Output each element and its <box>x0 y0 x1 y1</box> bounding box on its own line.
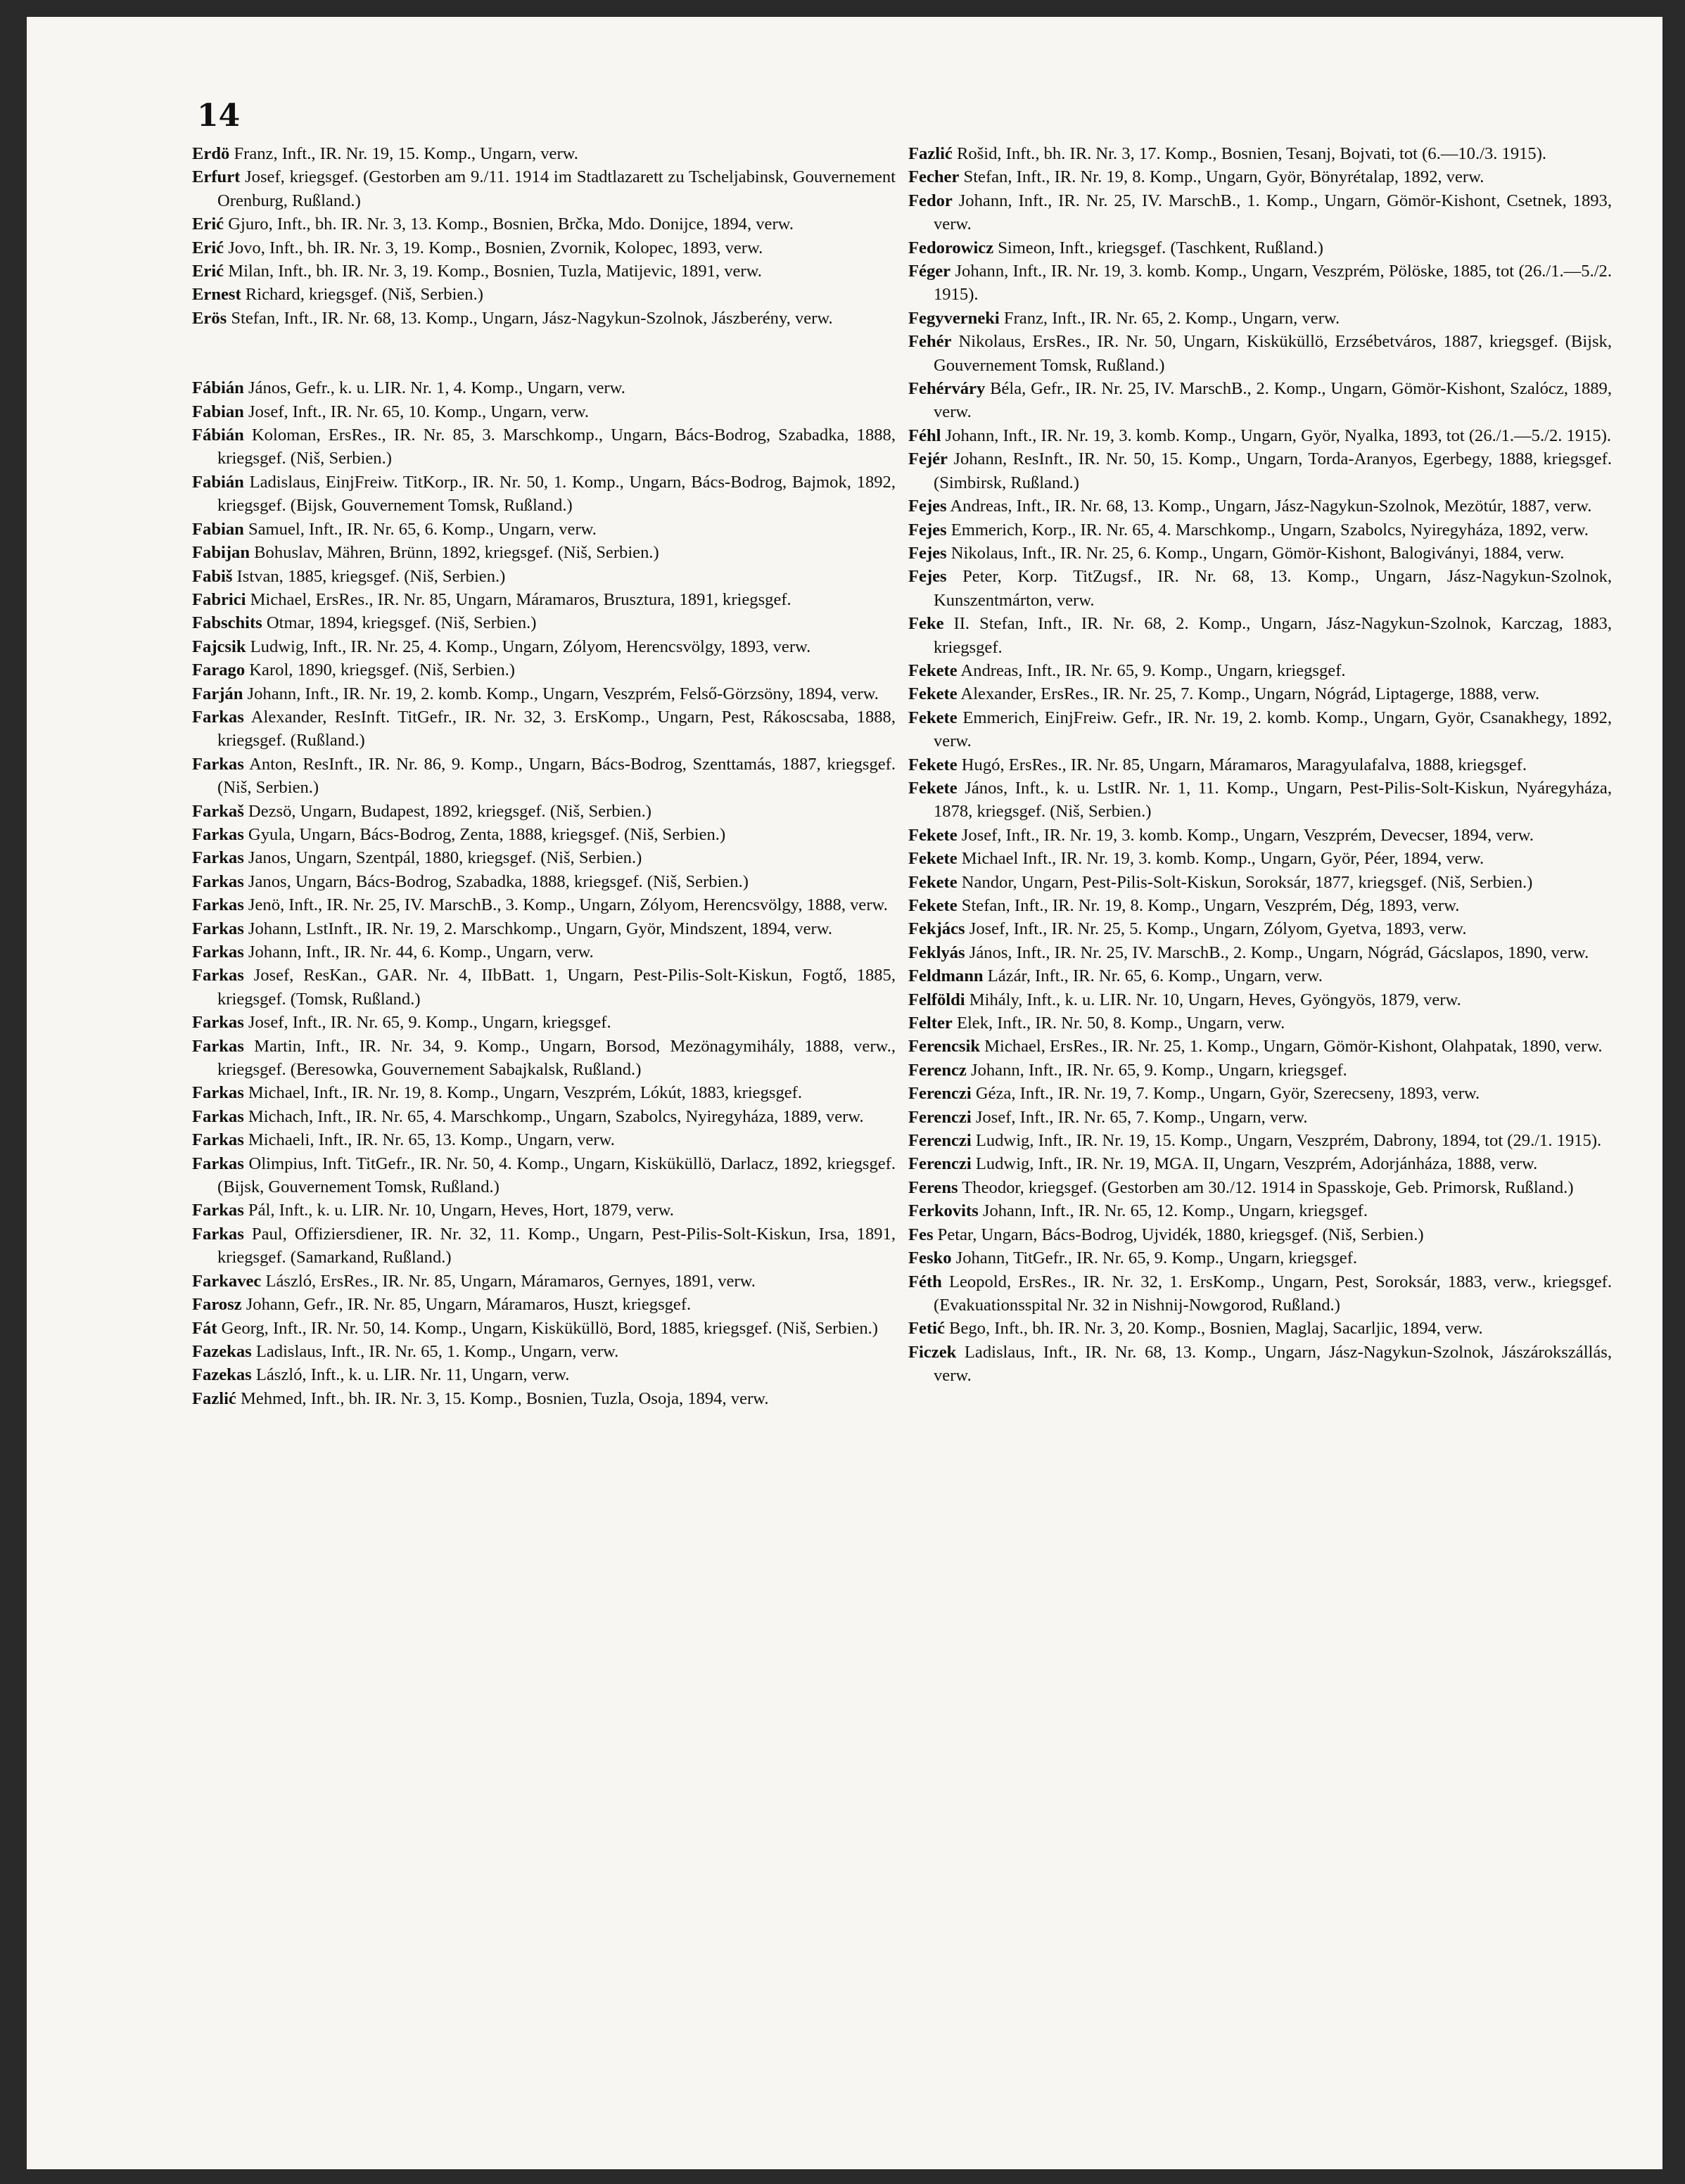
entry-surname: Fabschits <box>192 613 262 633</box>
entry-surname: Farkas <box>192 1083 244 1103</box>
list-entry <box>908 1246 1612 1270</box>
entry-details: Ladislaus, Inft., IR. Nr. 68, 13. Komp., Ungarn, Jász-Nagykun-Szolnok, Jászárokszállás, verw. <box>934 1342 1612 1386</box>
entry-surname: Fekete <box>908 896 958 915</box>
entry-details: Johann, Inft., IR. Nr. 65, 12. Komp., Ungarn, kriegsgef. <box>978 1201 1368 1221</box>
entry-surname: Fát <box>192 1318 217 1338</box>
entry-details: Johann, Gefr., IR. Nr. 85, Ungarn, Máramaros, Huszt, kriegsgef. <box>241 1295 692 1315</box>
entry-surname: Farkas <box>192 1036 244 1056</box>
entry-details: Josef, Inft., IR. Nr. 19, 3. komb. Komp., Ungarn, Veszprém, Devecser, 1894, verw. <box>957 825 1534 845</box>
entry-surname: Ferkovits <box>908 1201 979 1221</box>
list-entry <box>192 658 896 682</box>
list-entry <box>192 541 896 564</box>
entry-details: Ladislaus, EinjFreiw. TitKorp., IR. Nr. 50, 1. Komp., Ungarn, Bács-Bodrog, Bajmok, 1892, kriegsgef. (Bijsk, Gouvernement Tomsk, Rußland.) <box>217 472 896 516</box>
entry-surname: Fehérváry <box>908 379 986 399</box>
list-entry <box>192 283 896 306</box>
entry-details: Paul, Offiziersdiener, IR. Nr. 32, 11. Komp., Ungarn, Pest-Pilis-Solt-Kiskun, Irsa, 1891, kriegsgef. (Samarkand, Rußland.) <box>217 1224 896 1267</box>
entry-surname: Fetić <box>908 1319 945 1339</box>
entry-details: Johann, LstInft., IR. Nr. 19, 2. Marschkomp., Ungarn, Györ, Mindszent, 1894, verw. <box>243 919 833 938</box>
list-entry <box>192 471 896 518</box>
list-entry <box>192 705 896 753</box>
entry-surname: Fekete <box>908 825 958 845</box>
list-entry <box>192 565 896 588</box>
entry-surname: Ferenczi <box>908 1131 972 1151</box>
entry-surname: Farkas <box>192 707 244 727</box>
entry-details: Olimpius, Inft. TitGefr., IR. Nr. 50, 4. Komp., Ungarn, Kisküküllö, Darlacz, 1892, kriegsgef. (Bijsk, Gouvernement Tomsk, Rußland.) <box>217 1154 896 1197</box>
list-entry <box>908 1270 1612 1317</box>
entry-details: Josef, Inft., IR. Nr. 65, 7. Komp., Ungarn, verw. <box>971 1107 1308 1127</box>
entry-surname: Fegyverneki <box>908 308 1000 328</box>
entry-surname: Farkas <box>192 1106 244 1126</box>
entry-details: Nandor, Ungarn, Pest-Pilis-Solt-Kiskun, Soroksár, 1877, kriegsgef. (Niš, Serbien.) <box>957 872 1533 892</box>
entry-details: Michael, Inft., IR. Nr. 19, 8. Komp., Ungarn, Veszprém, Lókút, 1883, kriegsgef. <box>243 1083 803 1103</box>
entry-surname: Fekete <box>908 778 958 798</box>
entry-surname: Féhl <box>908 426 941 445</box>
list-entry <box>192 1270 896 1293</box>
list-entry <box>908 518 1612 542</box>
entry-details: Josef, Inft., IR. Nr. 65, 9. Komp., Ungarn, kriegsgef. <box>243 1013 611 1033</box>
entry-details: Emmerich, EinjFreiw. Gefr., IR. Nr. 19, 2. komb. Komp., Ungarn, Györ, Csanakhegy, 1892, verw. <box>934 708 1612 751</box>
list-entry <box>908 542 1612 565</box>
entry-details: Michach, Inft., IR. Nr. 65, 4. Marschkomp., Ungarn, Szabolcs, Nyiregyháza, 1889, verw. <box>243 1106 864 1126</box>
entry-details: Bego, Inft., bh. IR. Nr. 3, 20. Komp., Bosnien, Maglaj, Sacarljic, 1894, verw. <box>944 1319 1483 1339</box>
list-entry <box>908 189 1612 236</box>
list-entry <box>908 964 1612 988</box>
entry-details: Géza, Inft., IR. Nr. 19, 7. Komp., Ungarn, Györ, Szerecseny, 1893, verw. <box>971 1084 1480 1104</box>
entry-details: János, Gefr., k. u. LIR. Nr. 1, 4. Komp., Ungarn, verw. <box>243 378 625 398</box>
list-entry <box>192 1105 896 1128</box>
list-entry <box>192 212 896 236</box>
list-entry <box>908 236 1612 260</box>
entry-surname: Ferenczi <box>908 1084 972 1104</box>
entry-surname: Fábián <box>192 378 244 398</box>
list-entry <box>908 1341 1612 1388</box>
entry-details: Nikolaus, ErsRes., IR. Nr. 50, Ungarn, Kisküküllö, Erzsébetváros, 1887, kriegsgef. (Bijsk, Gouvernement Tomsk, Rußland.) <box>934 332 1612 375</box>
entry-surname: Fazekas <box>192 1365 252 1385</box>
entry-surname: Feke <box>908 614 944 634</box>
entry-surname: Fekjács <box>908 919 965 939</box>
entry-surname: Ernest <box>192 285 241 305</box>
entry-surname: Féth <box>908 1272 942 1291</box>
entry-details: Stefan, Inft., IR. Nr. 19, 8. Komp., Ungarn, Györ, Bönyrétalap, 1892, verw. <box>959 167 1484 187</box>
entry-details: János, Inft., k. u. LstIR. Nr. 1, 11. Komp., Ungarn, Pest-Pilis-Solt-Kiskun, Nyáregyháza, 1878, kriegsgef. (Niš, Serbien.) <box>934 778 1612 822</box>
entry-details: Stefan, Inft., IR. Nr. 19, 8. Komp., Ungarn, Veszprém, Dég, 1893, verw. <box>957 896 1460 915</box>
list-entry <box>908 424 1612 447</box>
entry-surname: Farkas <box>192 919 244 938</box>
entry-surname: Fazekas <box>192 1341 252 1361</box>
entry-surname: Fejes <box>908 497 947 516</box>
list-entry <box>908 330 1612 377</box>
entry-details: Janos, Ungarn, Bács-Bodrog, Szabadka, 1888, kriegsgef. (Niš, Serbien.) <box>243 871 749 891</box>
entry-details: Johann, Inft., IR. Nr. 44, 6. Komp., Ungarn, verw. <box>243 943 594 962</box>
entry-surname: Felföldi <box>908 990 965 1009</box>
entry-surname: Fehér <box>908 332 952 352</box>
list-entry <box>908 894 1612 917</box>
list-entry <box>192 588 896 611</box>
list-entry <box>908 1152 1612 1175</box>
entry-surname: Fesko <box>908 1249 952 1268</box>
list-entry <box>908 682 1612 705</box>
entry-surname: Farkas <box>192 966 244 985</box>
entry-details: Ludwig, Inft., IR. Nr. 19, MGA. II, Ungarn, Veszprém, Adorjánháza, 1888, verw. <box>971 1154 1538 1174</box>
entry-details: Mihály, Inft., k. u. LIR. Nr. 10, Ungarn, Heves, Gyöngyös, 1879, verw. <box>965 990 1461 1009</box>
entry-details: Emmerich, Korp., IR. Nr. 65, 4. Marschkomp., Ungarn, Szabolcs, Nyiregyháza, 1892, verw. <box>946 520 1589 539</box>
entry-surname: Fejér <box>908 449 948 469</box>
right-column <box>908 142 1612 1388</box>
entry-surname: Fekete <box>908 849 958 869</box>
list-entry <box>908 165 1612 189</box>
document-page <box>27 17 1662 2169</box>
entry-surname: Farján <box>192 684 243 703</box>
entry-details: Josef, Inft., IR. Nr. 25, 5. Komp., Ungarn, Zólyom, Gyetva, 1893, verw. <box>965 919 1467 939</box>
entry-surname: Fekete <box>908 660 958 680</box>
entry-details: Pál, Inft., k. u. LIR. Nr. 10, Ungarn, Heves, Hort, 1879, verw. <box>243 1201 674 1220</box>
entry-details: János, Inft., IR. Nr. 25, IV. MarschB., 2. Komp., Ungarn, Nógrád, Gácslapos, 1890, verw. <box>965 943 1589 962</box>
entry-details: Johann, Inft., IR. Nr. 19, 3. komb. Komp., Ungarn, Györ, Nyalka, 1893, tot (26./1.—5./2. 1915). <box>941 426 1612 445</box>
list-entry <box>192 870 896 893</box>
entry-surname: Farago <box>192 660 246 680</box>
entry-surname: Fábián <box>192 426 244 445</box>
entry-details: Josef, Inft., IR. Nr. 65, 10. Komp., Ungarn, verw. <box>243 402 590 421</box>
entry-details: Simeon, Inft., kriegsgef. (Taschkent, Rußland.) <box>993 238 1323 257</box>
list-entry <box>908 847 1612 870</box>
entry-details: Gyula, Ungarn, Bács-Bodrog, Zenta, 1888, kriegsgef. (Niš, Serbien.) <box>243 824 726 844</box>
list-entry <box>192 236 896 260</box>
list-entry <box>192 800 896 823</box>
list-entry <box>192 1387 896 1410</box>
entry-surname: Fabrici <box>192 589 246 609</box>
list-entry <box>908 941 1612 964</box>
list-entry <box>192 846 896 869</box>
entry-details: Josef, kriegsgef. (Gestorben am 9./11. 1914 im Stadtlazarett zu Tscheljabinsk, Gouvernement Orenburg, Rußland.) <box>217 167 896 210</box>
entry-surname: Fekete <box>908 708 958 727</box>
entry-surname: Farkas <box>192 1201 244 1220</box>
entry-details: Johann, Inft., IR. Nr. 65, 9. Komp., Ungarn, kriegsgef. <box>966 1060 1347 1080</box>
list-entry <box>908 447 1612 494</box>
list-entry <box>908 659 1612 682</box>
entry-details: Peter, Korp. TitZugsf., IR. Nr. 68, 13. Komp., Ungarn, Jász-Nagykun-Szolnok, Kunszentmárton, verw. <box>934 567 1612 610</box>
list-entry <box>908 1082 1612 1105</box>
list-entry <box>908 1199 1612 1222</box>
list-entry <box>192 165 896 212</box>
entry-details: Michaeli, Inft., IR. Nr. 65, 13. Komp., Ungarn, verw. <box>243 1130 615 1150</box>
entry-details: Dezsö, Ungarn, Budapest, 1892, kriegsgef. (Niš, Serbien.) <box>243 801 651 821</box>
entry-surname: Farkas <box>192 754 244 774</box>
entry-details: Lázár, Inft., IR. Nr. 65, 6. Komp., Ungarn, verw. <box>983 966 1323 986</box>
entry-surname: Erić <box>192 238 224 257</box>
entry-surname: Fejes <box>908 543 947 563</box>
entry-surname: Erić <box>192 215 224 234</box>
list-entry <box>908 260 1612 307</box>
entry-surname: Féger <box>908 262 951 281</box>
list-entry <box>192 1128 896 1151</box>
list-entry <box>908 988 1612 1011</box>
list-entry <box>192 1293 896 1316</box>
entry-surname: Fajcsik <box>192 637 246 656</box>
list-entry <box>192 260 896 283</box>
entry-surname: Erić <box>192 262 224 281</box>
list-entry <box>908 753 1612 777</box>
list-entry <box>908 917 1612 940</box>
entry-surname: Fekete <box>908 872 958 892</box>
entry-details: Mehmed, Inft., bh. IR. Nr. 3, 15. Komp., Bosnien, Tuzla, Osoja, 1894, verw. <box>236 1388 769 1408</box>
entry-details: II. Stefan, Inft., IR. Nr. 68, 2. Komp., Ungarn, Jász-Nagykun-Szolnok, Karczag, 1883, kriegsgef. <box>934 614 1612 657</box>
list-entry <box>192 307 896 330</box>
list-entry <box>908 1317 1612 1340</box>
entry-surname: Farkas <box>192 824 244 844</box>
entry-surname: Erdö <box>192 144 230 163</box>
entry-surname: Ferens <box>908 1177 958 1197</box>
list-entry <box>192 1011 896 1034</box>
list-entry <box>192 917 896 940</box>
page-number: 14 <box>197 98 241 134</box>
entry-details: Michael, ErsRes., IR. Nr. 85, Ungarn, Máramaros, Brusztura, 1891, kriegsgef. <box>246 589 791 609</box>
entry-surname: Fedor <box>908 191 953 210</box>
entry-details: Georg, Inft., IR. Nr. 50, 14. Komp., Ungarn, Kisküküllö, Bord, 1885, kriegsgef. (Niš, Serbien.) <box>217 1318 878 1338</box>
entry-details: Martin, Inft., IR. Nr. 34, 9. Komp., Ungarn, Borsod, Mezönagymihály, 1888, verw., kriegsgef. (Beresowka, Gouvernement Sabajkalsk, Rußland.) <box>217 1036 896 1080</box>
entry-details: Johann, TitGefr., IR. Nr. 65, 9. Komp., Ungarn, kriegsgef. <box>951 1249 1358 1268</box>
list-entry <box>192 611 896 634</box>
list-entry <box>192 682 896 705</box>
entry-details: Michael Inft., IR. Nr. 19, 3. komb. Komp., Ungarn, Györ, Péer, 1894, verw. <box>957 849 1484 869</box>
entry-surname: Feldmann <box>908 966 984 986</box>
entry-surname: Farkas <box>192 848 244 868</box>
entry-details: Josef, ResKan., GAR. Nr. 4, IIbBatt. 1, Ungarn, Pest-Pilis-Solt-Kiskun, Fogtő, 1885, kriegsgef. (Tomsk, Rußland.) <box>217 966 896 1009</box>
entry-details: Jovo, Inft., bh. IR. Nr. 3, 19. Komp., Bosnien, Zvornik, Kolopec, 1893, verw. <box>224 238 763 257</box>
list-entry <box>192 940 896 964</box>
entry-details: Istvan, 1885, kriegsgef. (Niš, Serbien.) <box>232 566 506 586</box>
entry-details: Andreas, Inft., IR. Nr. 65, 9. Komp., Ungarn, kriegsgef. <box>957 660 1346 680</box>
entry-details: Johann, Inft., IR. Nr. 25, IV. MarschB., 1. Komp., Ungarn, Gömör-Kishont, Csetnek, 1893, verw. <box>934 191 1612 234</box>
list-entry <box>908 871 1612 894</box>
entry-surname: Fabiš <box>192 566 233 586</box>
entry-surname: Erfurt <box>192 167 241 187</box>
list-entry <box>192 1317 896 1340</box>
list-entry <box>192 1340 896 1363</box>
entry-details: Gjuro, Inft., bh. IR. Nr. 3, 13. Komp., Bosnien, Brčka, Mdo. Donijce, 1894, verw. <box>224 215 794 234</box>
entry-details: Janos, Ungarn, Szentpál, 1880, kriegsgef. (Niš, Serbien.) <box>243 848 642 868</box>
section-spacer <box>192 330 896 376</box>
entry-surname: Fazlić <box>192 1388 236 1408</box>
entry-details: Johann, Inft., IR. Nr. 19, 3. komb. Komp., Ungarn, Veszprém, Pölöske, 1885, tot (26./1.—5./2. 1915). <box>934 262 1612 305</box>
entry-surname: Farkavec <box>192 1271 262 1291</box>
list-entry <box>192 423 896 471</box>
list-entry <box>908 612 1612 659</box>
list-entry <box>192 1199 896 1222</box>
entry-surname: Fabian <box>192 402 244 421</box>
entry-surname: Farkas <box>192 943 244 962</box>
list-entry <box>192 376 896 400</box>
list-entry <box>192 1081 896 1104</box>
entry-details: Franz, Inft., IR. Nr. 19, 15. Komp., Ungarn, verw. <box>229 144 578 163</box>
entry-surname: Fekete <box>908 755 958 774</box>
entry-surname: Fabian <box>192 519 244 539</box>
list-entry <box>192 1152 896 1199</box>
list-entry <box>908 1035 1612 1058</box>
list-entry <box>192 1222 896 1270</box>
list-entry <box>908 1223 1612 1246</box>
entry-surname: Fazlić <box>908 144 953 163</box>
entry-surname: Farkas <box>192 871 244 891</box>
list-entry <box>192 635 896 658</box>
list-entry <box>908 824 1612 847</box>
entry-details: Johann, Inft., IR. Nr. 19, 2. komb. Komp., Ungarn, Veszprém, Felső-Görzsöny, 1894, verw. <box>243 684 879 703</box>
entry-details: Stefan, Inft., IR. Nr. 68, 13. Komp., Ungarn, Jász-Nagykun-Szolnok, Jászberény, verw. <box>227 308 833 328</box>
entry-surname: Ferenczi <box>908 1154 972 1174</box>
entry-details: Rošid, Inft., bh. IR. Nr. 3, 17. Komp., Bosnien, Tesanj, Bojvati, tot (6.—10./3. 1915). <box>952 144 1547 163</box>
entry-details: Jenö, Inft., IR. Nr. 25, IV. MarschB., 3. Komp., Ungarn, Zólyom, Herencsvölgy, 1888, verw. <box>243 895 888 915</box>
list-entry <box>908 307 1612 330</box>
entry-details: Koloman, ErsRes., IR. Nr. 85, 3. Marschkomp., Ungarn, Bács-Bodrog, Szabadka, 1888, kriegsgef. (Niš, Serbien.) <box>217 426 896 468</box>
entry-details: Ludwig, Inft., IR. Nr. 19, 15. Komp., Ungarn, Veszprém, Dabrony, 1894, tot (29./1. 1915). <box>971 1131 1602 1151</box>
entry-details: Otmar, 1894, kriegsgef. (Niš, Serbien.) <box>262 613 537 633</box>
entry-details: Johann, ResInft., IR. Nr. 50, 15. Komp., Ungarn, Torda-Aranyos, Egerbegy, 1888, kriegsgef. (Simbirsk, Rußland.) <box>934 449 1612 492</box>
list-entry <box>192 964 896 1011</box>
entry-details: Petar, Ungarn, Bács-Bodrog, Ujvidék, 1880, kriegsgef. (Niš, Serbien.) <box>933 1225 1424 1244</box>
entry-details: Alexander, ErsRes., IR. Nr. 25, 7. Komp., Ungarn, Nógrád, Liptagerge, 1888, verw. <box>957 684 1540 704</box>
list-entry <box>908 142 1612 165</box>
entry-surname: Erös <box>192 308 227 328</box>
entry-details: Michael, ErsRes., IR. Nr. 25, 1. Komp., Ungarn, Gömör-Kishont, Olahpatak, 1890, verw. <box>980 1037 1603 1056</box>
entry-surname: Felter <box>908 1014 953 1033</box>
entry-surname: Farkas <box>192 1130 244 1150</box>
list-entry <box>192 400 896 423</box>
entry-details: Anton, ResInft., IR. Nr. 86, 9. Komp., Ungarn, Bács-Bodrog, Szenttamás, 1887, kriegsgef. (Niš, Serbien.) <box>217 754 896 798</box>
entry-surname: Ferencsik <box>908 1037 981 1056</box>
entry-details: Ludwig, Inft., IR. Nr. 25, 4. Komp., Ungarn, Zólyom, Herencsvölgy, 1893, verw. <box>246 637 811 656</box>
list-entry <box>908 777 1612 824</box>
list-entry <box>192 823 896 846</box>
entry-surname: Fejes <box>908 567 947 587</box>
entry-details: Franz, Inft., IR. Nr. 65, 2. Komp., Ungarn, verw. <box>999 308 1340 328</box>
entry-surname: Ferencz <box>908 1060 967 1080</box>
list-entry <box>908 1129 1612 1152</box>
entry-details: Ladislaus, Inft., IR. Nr. 65, 1. Komp., Ungarn, verw. <box>251 1341 619 1361</box>
entry-surname: Fedorowicz <box>908 238 994 257</box>
entry-surname: Farkas <box>192 1013 244 1033</box>
entry-surname: Fecher <box>908 167 960 187</box>
list-entry <box>908 1011 1612 1035</box>
entry-details: Leopold, ErsRes., IR. Nr. 32, 1. ErsKomp., Ungarn, Pest, Soroksár, 1883, verw., kriegsgef. (Evakuationsspital Nr. 32 in Nishnij-Nowgorod, Rußland.) <box>934 1272 1612 1315</box>
list-entry <box>908 494 1612 518</box>
entry-surname: Ferenczi <box>908 1107 972 1127</box>
list-entry <box>192 893 896 917</box>
list-entry <box>908 377 1612 424</box>
entry-surname: Fabijan <box>192 543 250 563</box>
entry-surname: Farkaš <box>192 801 244 821</box>
entry-details: Richard, kriegsgef. (Niš, Serbien.) <box>241 285 483 305</box>
list-entry <box>908 1106 1612 1129</box>
list-entry <box>908 706 1612 753</box>
entry-details: Elek, Inft., IR. Nr. 50, 8. Komp., Ungarn, verw. <box>952 1014 1285 1033</box>
entry-surname: Farosz <box>192 1295 242 1315</box>
left-column <box>192 142 896 1410</box>
entry-details: László, ErsRes., IR. Nr. 85, Ungarn, Máramaros, Gernyes, 1891, verw. <box>261 1271 756 1291</box>
entry-details: Samuel, Inft., IR. Nr. 65, 6. Komp., Ungarn, verw. <box>243 519 597 539</box>
entry-surname: Fekete <box>908 684 958 704</box>
entry-details: Milan, Inft., bh. IR. Nr. 3, 19. Komp., Bosnien, Tuzla, Matijevic, 1891, verw. <box>224 262 762 281</box>
entry-details: Andreas, Inft., IR. Nr. 68, 13. Komp., Ungarn, Jász-Nagykun-Szolnok, Mezötúr, 1887, verw. <box>946 497 1592 516</box>
list-entry <box>908 565 1612 612</box>
entry-surname: Farkas <box>192 1224 244 1244</box>
entry-details: Bohuslav, Mähren, Brünn, 1892, kriegsgef. (Niš, Serbien.) <box>250 543 659 563</box>
entry-surname: Fabián <box>192 472 244 492</box>
entry-details: Béla, Gefr., IR. Nr. 25, IV. MarschB., 2. Komp., Ungarn, Gömör-Kishont, Szalócz, 1889, verw. <box>934 379 1612 422</box>
entry-details: Theodor, kriegsgef. (Gestorben am 30./12. 1914 in Spasskoje, Geb. Primorsk, Rußland.) <box>958 1177 1574 1197</box>
entry-surname: Farkas <box>192 895 244 915</box>
entry-details: Hugó, ErsRes., IR. Nr. 85, Ungarn, Máramaros, Maragyulafalva, 1888, kriegsgef. <box>957 755 1527 774</box>
entry-details: Karol, 1890, kriegsgef. (Niš, Serbien.) <box>245 660 515 680</box>
list-entry <box>908 1176 1612 1199</box>
entry-surname: Feklyás <box>908 943 965 962</box>
entry-surname: Farkas <box>192 1154 244 1173</box>
list-entry <box>192 1363 896 1386</box>
list-entry <box>192 1035 896 1082</box>
entry-surname: Fejes <box>908 520 947 539</box>
list-entry <box>908 1059 1612 1082</box>
entry-surname: Ficzek <box>908 1342 957 1362</box>
list-entry <box>192 518 896 541</box>
entry-details: László, Inft., k. u. LIR. Nr. 11, Ungarn, verw. <box>251 1365 570 1385</box>
list-entry <box>192 753 896 800</box>
entry-surname: Fes <box>908 1225 934 1244</box>
list-entry <box>192 142 896 165</box>
entry-details: Alexander, ResInft. TitGefr., IR. Nr. 32, 3. ErsKomp., Ungarn, Pest, Rákoscsaba, 1888, kriegsgef. (Rußland.) <box>217 707 896 751</box>
entry-details: Nikolaus, Inft., IR. Nr. 25, 6. Komp., Ungarn, Gömör-Kishont, Balogiványi, 1884, verw. <box>946 543 1565 563</box>
